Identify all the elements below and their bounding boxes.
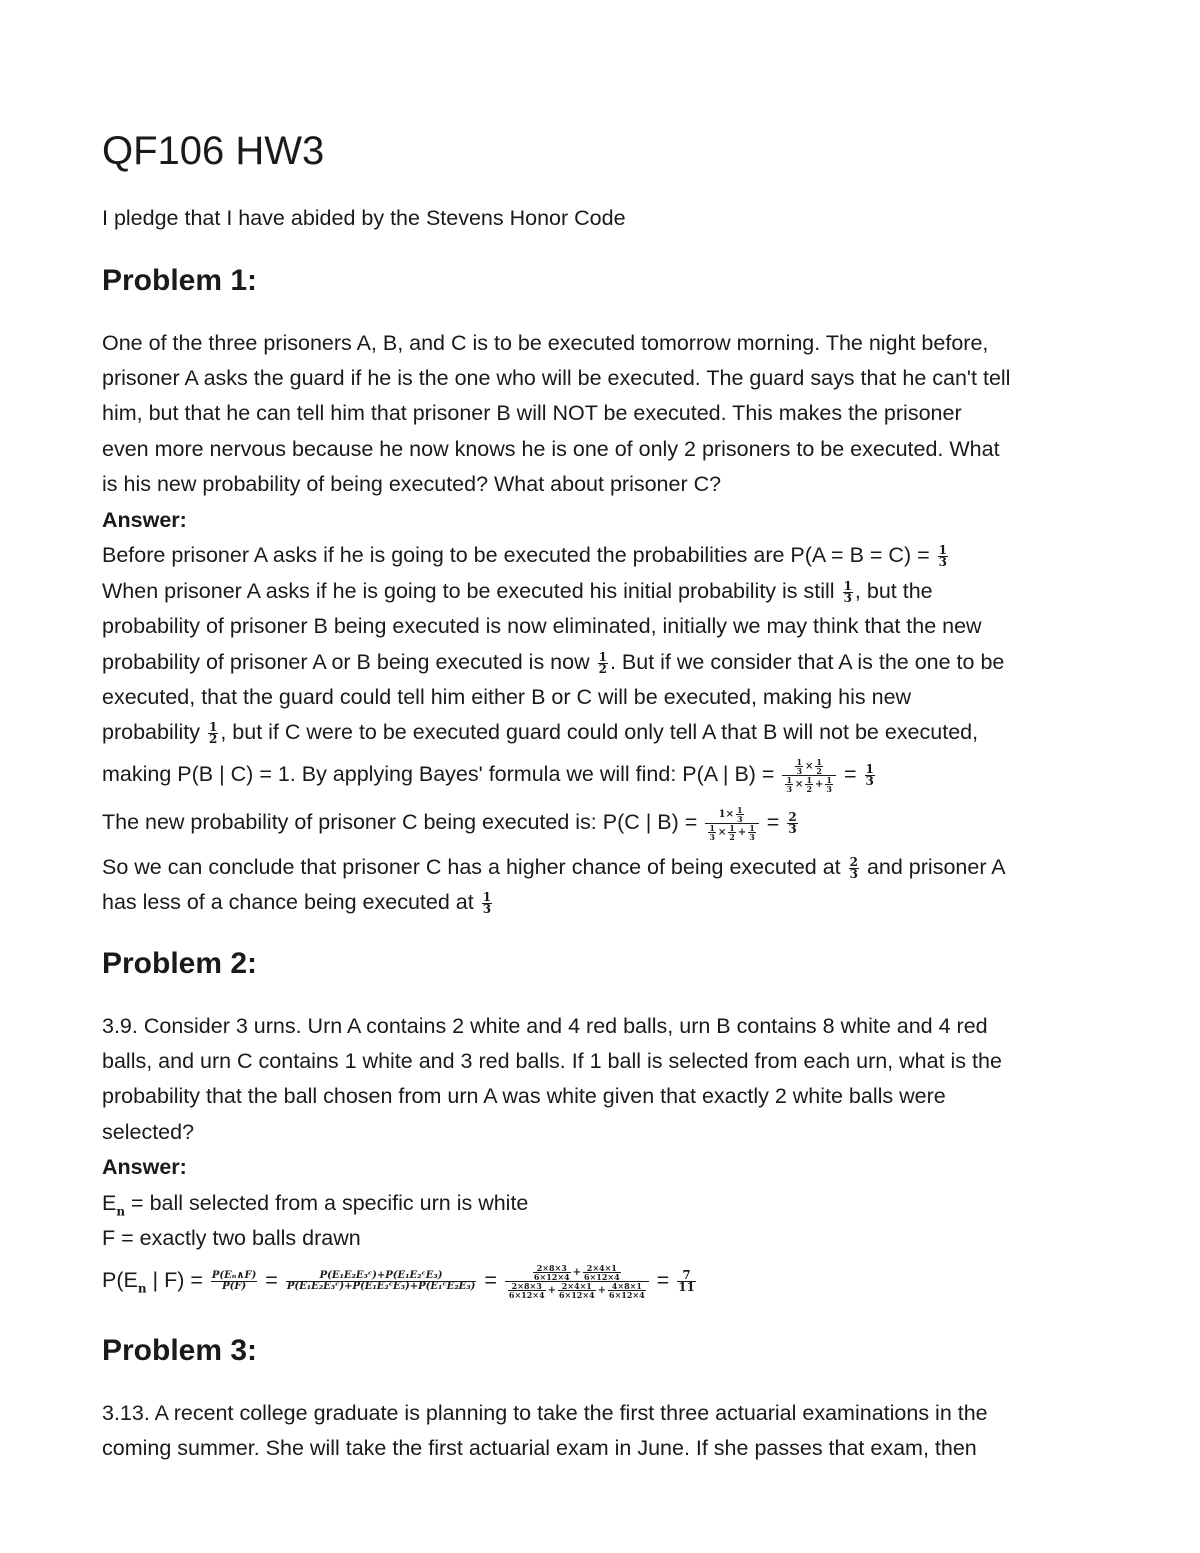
problem-2-answer-label: Answer: bbox=[102, 1155, 187, 1179]
bayes-formula-line: The new probability of prisoner C being executed is: P(C | B) = 1× $\frac{1}{3}$ $\frac{1}{3}$ × $\frac{1}{2}$ + $\frac{1}{3}$ = $\frac{2}{3}$ bbox=[102, 805, 797, 842]
result-seven-elevenths: $\frac{7}{11}$ bbox=[678, 1268, 695, 1294]
answer-line: When prisoner A asks if he is going to be executed his initial probability is still $\frac{1}{3}$ , but the bbox=[102, 578, 933, 605]
problem-1-heading: Problem 1: bbox=[102, 264, 258, 297]
fraction-one-third: $\frac{1}{3}$ bbox=[482, 889, 492, 916]
fraction-one-third: $\frac{1}{3}$ bbox=[843, 578, 852, 605]
bayes-fraction-a-given-b: $\frac{1}{3}$ × $\frac{1}{2}$ $\frac{1}{3}$ × $\frac{1}{2}$ + $\frac{1}{3}$ bbox=[782, 758, 836, 793]
problem-1-answer-label: Answer: bbox=[102, 508, 187, 532]
answer-line: Before prisoner A asks if he is going to be executed the probabilities are P(A = B = C) = $\frac{1}{3}$ bbox=[102, 542, 947, 569]
fraction-two-thirds: $\frac{2}{3}$ bbox=[849, 854, 858, 881]
event-definition-f: F = exactly two balls drawn bbox=[102, 1226, 361, 1250]
problem-1-question-line: is his new probability of being executed? What about prisoner C? bbox=[102, 472, 722, 496]
answer-line: executed, that the guard could tell him either B or C will be executed, making his new bbox=[102, 685, 912, 709]
result-one-third: $\frac{1}{3}$ bbox=[865, 762, 874, 788]
problem-2-heading: Problem 2: bbox=[102, 947, 258, 980]
problem-1-question-line: him, but that he can tell him that prisoner B will NOT be executed. This makes the prisoner bbox=[102, 401, 962, 425]
honor-pledge: I pledge that I have abided by the Stevens Honor Code bbox=[102, 206, 626, 230]
formula-fraction-3: $\frac{2\times 8\times 3}{6\times 12\times 4}$ + $\frac{2\times 4\times 1}{6\times 12\times 4}$ $\frac{2\times 8\times 3}{6\times 12\times 4}$ + $\frac{2\times 4\times 1}{6\times 12\times 4}$ + $\frac{4\times 8\times 1}{6\times 12\times 4}$ bbox=[505, 1264, 649, 1299]
fraction-one-half: $\frac{1}{2}$ bbox=[598, 649, 607, 676]
formula-fraction-2: $\frac{\text{P(E₁E₂E₃ᶜ)+P(E₁E₂ᶜE₃)}}{\text{P(E₁E₂E₃ᶜ)+P(E₁E₂ᶜE₃)+P(E₁ᶜE₂E₃)}}$ bbox=[286, 1270, 476, 1292]
fraction-one-third: $\frac{1}{3}$ bbox=[938, 542, 947, 569]
problem-1-question-line: prisoner A asks the guard if he is the one who will be executed. The guard says that he can't tell bbox=[102, 366, 1011, 390]
bayes-formula-line: making P(B | C) = 1. By applying Bayes' formula we will find: P(A | B) = $\frac{1}{3}$ × $\frac{1}{2}$ $\frac{1}{3}$ × $\frac{1}{2}$ + $\frac{1}{3}$ = $\frac{1}{3}$ bbox=[102, 757, 874, 794]
problem-1-question-line: One of the three prisoners A, B, and C is to be executed tomorrow morning. The night before, bbox=[102, 331, 989, 355]
conclusion-line: has less of a chance being executed at $\frac{1}{3}$ bbox=[102, 889, 492, 916]
problem-3-heading: Problem 3: bbox=[102, 1334, 258, 1367]
conditional-probability-formula: $P(E_n$ | F) = $\frac{\text{P(Eₙ∧F)}}{P(F)}$ = $\frac{\text{P(E₁E₂E₃ᶜ)+P(E₁E₂ᶜE₃)}}{\text{P(E₁E₂E₃ᶜ)+P(E₁E₂ᶜE₃)+P(E₁ᶜE₂E₃)}}$ = $\frac{2\times 8\times 3}{6\times 12\times 4}$ + $\frac{2\times 4\times 1}{6\times 12\times 4}$ $\frac{2\times 8\times 3}{6\times 12\times 4}$ + $\frac{2\times 4\times 1}{6\times 12\times 4}$ + $\frac{4\times 8\times 1}{6\times 12\times 4}$ = $\frac{7}{11}$ bbox=[102, 1263, 695, 1300]
conclusion-line: So we can conclude that prisoner C has a higher chance of being executed at $\frac{2}{3}$ and prisoner A bbox=[102, 854, 1006, 881]
page-title: QF106 HW3 bbox=[102, 129, 325, 173]
answer-line: probability of prisoner B being executed is now eliminated, initially we may think that the new bbox=[102, 614, 982, 638]
problem-2-question-line: 3.9. Consider 3 urns. Urn A contains 2 white and 4 red balls, urn B contains 8 white and 4 red bbox=[102, 1014, 988, 1038]
fraction-one-half: $\frac{1}{2}$ bbox=[208, 719, 218, 746]
problem-3-question-line: 3.13. A recent college graduate is planning to take the first three actuarial examinations in the bbox=[102, 1401, 988, 1425]
problem-2-question-line: probability that the ball chosen from urn A was white given that exactly 2 white balls were bbox=[102, 1084, 946, 1108]
result-two-thirds: $\frac{2}{3}$ bbox=[788, 810, 797, 836]
problem-2-question-line: selected? bbox=[102, 1120, 195, 1144]
problem-1-question-line: even more nervous because he now knows he is one of only 2 prisoners to be executed. What bbox=[102, 437, 1000, 461]
answer-line: probability $\frac{1}{2}$ , but if C were to be executed guard could only tell A that B will not be executed, bbox=[102, 719, 979, 746]
problem-2-question-line: balls, and urn C contains 1 white and 3 red balls. If 1 ball is selected from each urn, what is the bbox=[102, 1049, 1002, 1073]
answer-line: probability of prisoner A or B being executed is now $\frac{1}{2}$ . But if we consider that A is the one to be bbox=[102, 649, 1005, 676]
formula-fraction-1: $\frac{\text{P(Eₙ∧F)}}{P(F)}$ bbox=[211, 1270, 257, 1292]
event-definition-e: $E_n$ = ball selected from a specific urn is white bbox=[102, 1191, 529, 1219]
problem-3-question-line: coming summer. She will take the first actuarial exam in June. If she passes that exam, then bbox=[102, 1436, 977, 1460]
bayes-fraction-c-given-b: 1× $\frac{1}{3}$ $\frac{1}{3}$ × $\frac{1}{2}$ + $\frac{1}{3}$ bbox=[705, 806, 759, 841]
